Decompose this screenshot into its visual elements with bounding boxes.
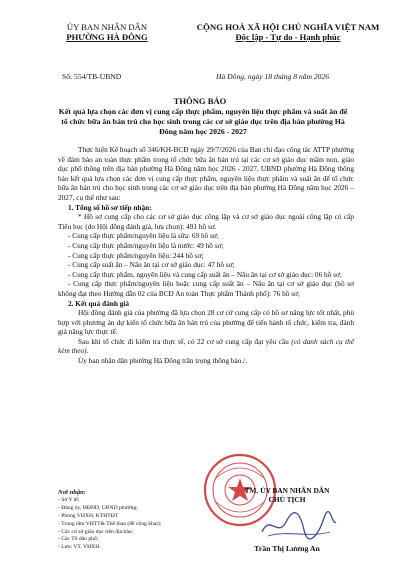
document-date: Hà Đông, ngày 18 tháng 8 năm 2026 [216,72,330,81]
national-motto [188,22,388,42]
list-item: - Cung cấp thực phẩm/nguyên liệu là sữa: 69 hồ sơ; [68,231,219,241]
recipient-item: - Các Tổ dân phố; [58,536,99,543]
signature-block [222,486,352,553]
section-1-title: 1. Tổng số hồ sơ tiếp nhận: [68,202,152,212]
signature-title-line-1: TM. ỦY BAN NHÂN DÂN [244,486,330,495]
document-body [58,145,354,366]
intro-paragraph: Thực hiện Kế hoạch số 346/KH-BCĐ ngày 29/7/2026 của Ban chỉ đạo công tác ATTP phường về đảm bảo an toàn thực phẩm trong tổ chức bữa ăn bán trú tại các cơ sở giáo dục mầm non, giáo dục phổ thông trên địa bàn phường Hà Đông năm học 2026 - 2027, UBND phường Hà Đông thông báo kết quả lựa chọn các đơn vị cung cấp thực phẩm, nguyên liệu thực phẩm và suất ăn để tổ chức bữa ăn bán trú cho học sinh trong các cơ sở giáo dục trên địa bàn phường Hà Đông năm học 2026 – 2027, cụ thể như sau: [58,145,354,202]
signer-name: Trần Thị Lương An [254,544,320,553]
handwritten-signature [258,508,338,542]
list-item: - Cung cấp thực phẩm/nguyên liệu: 244 hồ sơ; [68,250,204,260]
section-1-lead: * Hồ sơ cung cấp cho các cơ sở giáo dục công lập và cơ sở giáo dục ngoài công lập có cấp Tiểu học (do Hội đồng đánh giá, lựa chọn): 491 hồ sơ. [58,212,354,231]
section-2-followup [58,337,354,356]
org-line-2: PHƯỜNG HÀ ĐÔNG [66,32,148,42]
recipient-item: - Trung tâm VHTT& Thể thao (để công khai); [58,520,162,527]
document-subtitle: Kết quả lựa chọn các đơn vị cung cấp thực phẩm, nguyên liệu thực phẩm và suất ăn để tổ chức bữa ăn bán trú cho học sinh trong các cơ sở giáo dục trên địa bàn phường Hà Đông năm học 2026 - 2027 [58,107,348,136]
document-number: Số: 554/TB-UBND [62,72,122,81]
followup-note: (có danh sách cụ thể kèm theo). [58,336,355,356]
recipients-title: Nơi nhận: [58,489,86,496]
recipient-item: - Phòng VHXH, KTHTĐT [58,512,119,519]
recipient-item: - Các cơ sở giáo dục trên địa bàn; [58,528,134,535]
signature-title-line-2: CHỦ TỊCH [268,495,306,504]
list-item: - Cung cấp thực phẩm, nguyên liệu và cung cấp suất ăn – Nấu ăn tại cơ sở giáo dục: 06 hồ sơ; [68,269,342,279]
document-title: THÔNG BÁO [173,96,227,106]
list-item: - Cung cấp thực phẩm/nguyên liệu là nước: 49 hồ sơ; [68,240,224,250]
recipient-item: - Đảng ủy, HĐND, UBND phường; [58,504,138,511]
recipient-item: - Sở Y tế; [58,496,80,503]
list-item: - Cung cấp suất ăn – Nấu ăn tại cơ sở giáo dục: 47 hồ sơ; [68,260,235,270]
nation-line-2: Độc lập - Tự do - Hạnh phúc [235,32,341,42]
recipients-block [58,489,218,552]
section-2-text: Hội đồng đánh giá của phường đã lựa chọn 28 cơ cở cung cấp có hồ sơ năng lực tốt nhất, phù hợp với phương án dự kiến tổ chức bữa ăn bán trú của phường để tiến hành tổ chức, kiểm tra, đánh giá năng lực thực tế. [58,308,354,337]
org-line-1: ỦY BAN NHÂN DÂN [66,22,148,32]
section-2-title: 2. Kết quả đánh giá [68,298,130,308]
closing-line: Ủy ban nhân dân phường Hà Đông trân trọng thông báo./. [78,356,248,366]
recipient-item: - Lưu: VT, VHXH. [58,544,101,551]
followup-text: Sau khi tổ chức đi kiểm tra thực tế, có 22 cơ sở cung cấp đạt yêu cầu [78,336,289,346]
issuing-authority [52,22,162,42]
nation-line-1: CỘNG HOÀ XÃ HỘI CHỦ NGHĨA VIỆT NAM [196,22,380,32]
list-item: - Cung cấp thực phẩm/nguyên liệu hoặc cung cấp suất ăn – Nấu ăn tại cơ sở giáo dục (hồ sơ không đạt theo Hướng dẫn 02 của BCĐ An toàn Thực phẩm Thành phố): 76 hồ sơ; [58,279,354,298]
